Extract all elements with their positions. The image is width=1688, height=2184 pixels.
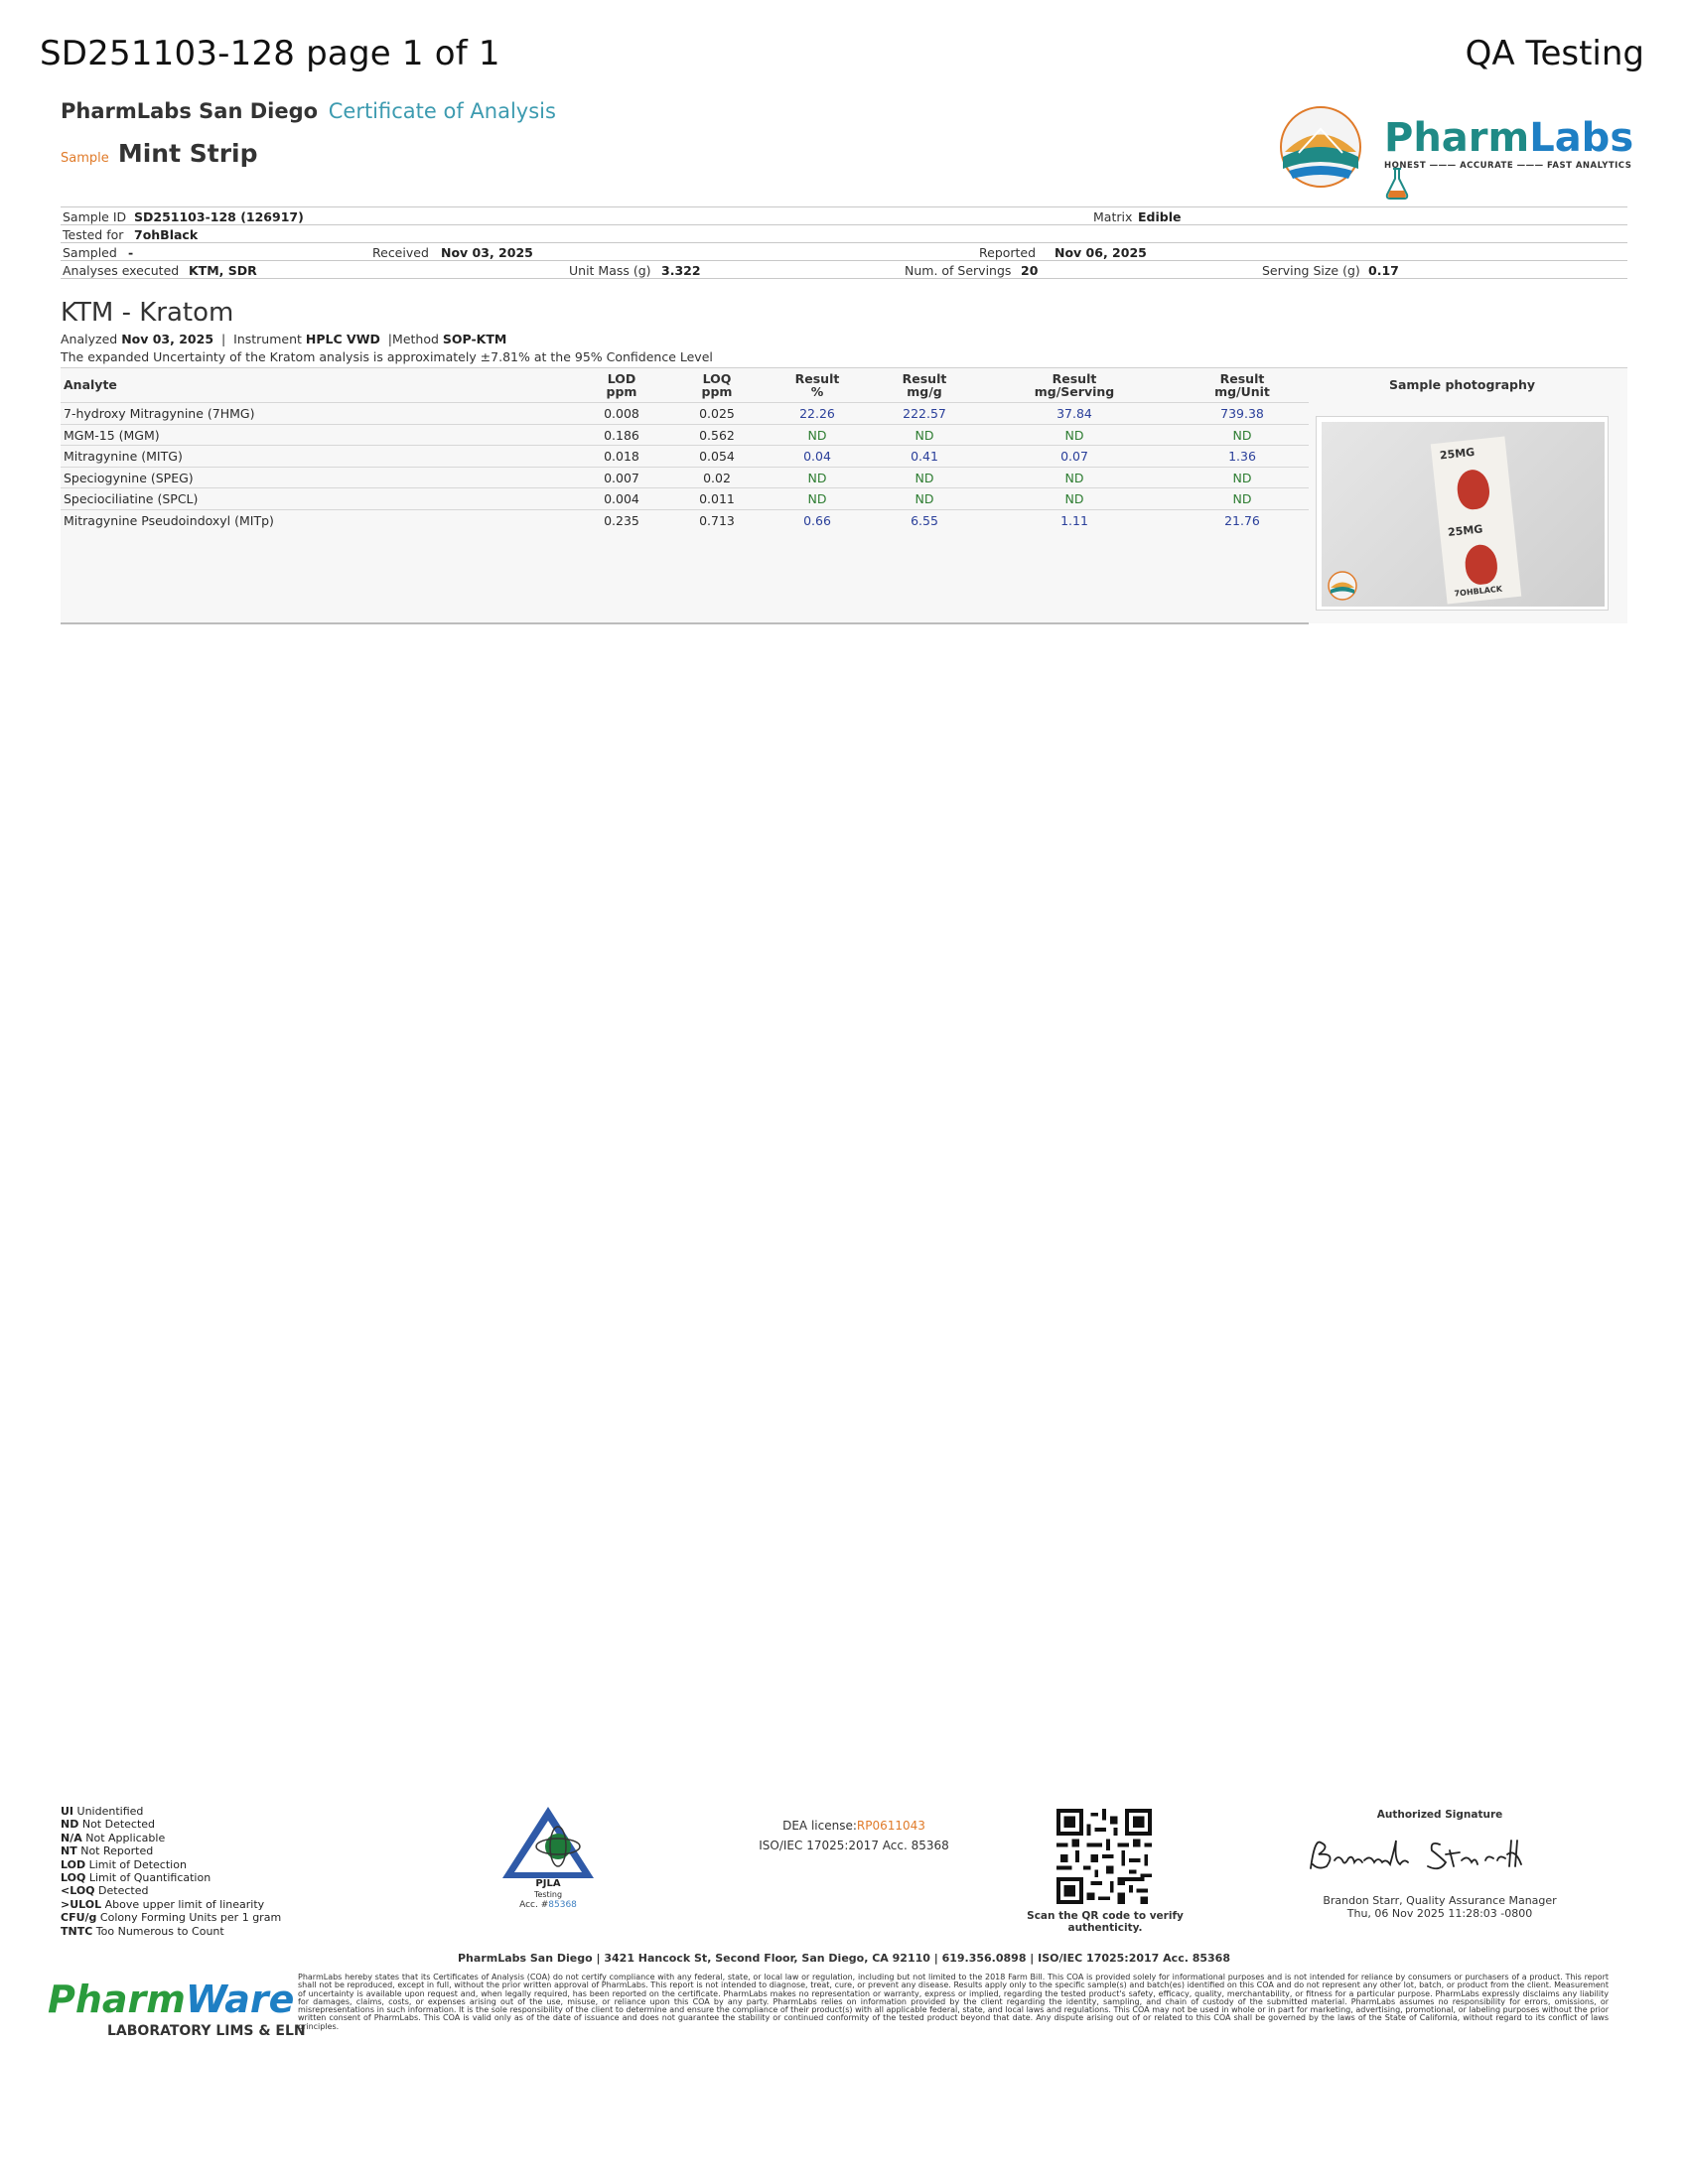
matrix: Edible bbox=[1138, 209, 1182, 224]
header-result-mgg: Result mg/g bbox=[902, 371, 947, 399]
header-loq: LOQ ppm bbox=[701, 371, 733, 399]
analyte-name: Speciogynine (SPEG) bbox=[64, 470, 194, 485]
analyte-name: Mitragynine Pseudoindoxyl (MITp) bbox=[64, 512, 274, 528]
info-row: Sampled - Received Nov 03, 2025 Reported Nov 06, 2025 bbox=[61, 242, 1627, 260]
cell-mgg: 0.41 bbox=[911, 449, 938, 464]
legal-disclaimer: PharmLabs hereby states that its Certificates of Analysis (COA) do not certify compliance with any federal, state, or local law or regulation, including but not limited to the 2018 Farm Bill. This COA is provided solely for informational purposes and is not intended for reliance by consumers or purchasers of a product. This report shall not be reproduced, except in full, without the prior written approval of PharmLabs. This report is not intended to diagnose, treat, cure, or prevent any disease. Results apply only to the specific sample(s) and batch(es) identified on this COA and do not represent any other lot, batch, or product from the client. Measurement of uncertainty is available upon request and, when legally required, has been reported on the certificate. PharmLabs makes no representation or warranty, express or implied, regarding the tested product's safety, efficacy, quality, merchantability, or fitness for a particular purpose. PharmLabs expressly disclaims any liability for damages, claims, costs, or expenses arising out of the use, misuse, or reliance upon this COA by any party. PharmLabs relies on information provided by the client regarding the identity, sampling, and chain of custody of the submitted material. PharmLabs assumes no responsibility for errors, omissions, or misrepresentations in such information. It is the sole responsibility of the client to determine and ensure the compliance of their product(s) with all applicable federal, state, and local laws and regulations. This COA may not be used in whole or in part for marketing, advertising, promotional, or labeling purposes without the prior written consent of PharmLabs. This COA is valid only as of the date of issuance and does not guarantee the stability or continued conformity of the tested product beyond that date. Any dispute arising out of or related to this COA shall be governed by the laws of the State of California, without regard to its conflict of laws principles. bbox=[298, 1973, 1609, 2031]
results-table bbox=[61, 367, 1627, 623]
cell-mgs: ND bbox=[1064, 470, 1084, 485]
legend-item: N/A Not Applicable bbox=[61, 1831, 166, 1844]
qr-caption: Scan the QR code to verify authenticity. bbox=[1027, 1910, 1184, 1934]
signature-date: Thu, 06 Nov 2025 11:28:03 -0800 bbox=[1346, 1907, 1533, 1920]
table-row bbox=[61, 424, 1309, 445]
analyte-name: Mitragynine (MITG) bbox=[64, 449, 183, 464]
table-row bbox=[61, 402, 1309, 423]
cell-pct: ND bbox=[807, 470, 827, 485]
flask-icon bbox=[1384, 167, 1410, 201]
lab-address: PharmLabs San Diego | 3421 Hancock St, Second Floor, San Diego, CA 92110 | 619.356.0898 | ISO/IEC 17025:2017 Acc. 85368 bbox=[458, 1952, 1230, 1965]
tested-for: 7ohBlack bbox=[134, 227, 199, 242]
analyte-name: 7-hydroxy Mitragynine (7HMG) bbox=[64, 406, 255, 421]
legend-item: <LOQ Detected bbox=[61, 1884, 149, 1898]
cell-mgs: ND bbox=[1064, 491, 1084, 506]
header-analyte: Analyte bbox=[64, 377, 117, 392]
sampled: - bbox=[128, 245, 134, 260]
document-type: Certificate of Analysis bbox=[328, 99, 556, 123]
signatory-name: Brandon Starr, Quality Assurance Manager bbox=[1323, 1894, 1557, 1907]
sample-tag: Sample bbox=[61, 151, 109, 166]
sample-name: Mint Strip bbox=[117, 139, 258, 168]
page-id: SD251103-128 page 1 of 1 bbox=[40, 34, 500, 73]
legend-item: TNTC Too Numerous to Count bbox=[61, 1924, 224, 1938]
cell-lod: 0.004 bbox=[604, 491, 639, 506]
logo-wordmark: PharmLabs bbox=[1384, 115, 1633, 206]
cell-pct: 0.04 bbox=[803, 449, 831, 464]
cell-loq: 0.713 bbox=[699, 512, 735, 528]
analysis-details: Analyzed Nov 03, 2025 | Instrument HPLC VWD |Method SOP-KTM bbox=[61, 332, 507, 346]
cell-pct: ND bbox=[807, 491, 827, 506]
header-lod: LOD ppm bbox=[606, 371, 637, 399]
sample-id: SD251103-128 (126917) bbox=[134, 209, 304, 224]
cell-mgg: ND bbox=[914, 491, 934, 506]
legend-item: LOQ Limit of Quantification bbox=[61, 1871, 211, 1885]
dea-license: DEA license:RP0611043 ISO/IEC 17025:2017 Acc. 85368 bbox=[725, 1819, 983, 1852]
cell-mgu: 1.36 bbox=[1228, 449, 1256, 464]
pharmlabs-logo bbox=[1269, 97, 1634, 193]
lab-name: PharmLabs San Diego bbox=[61, 99, 319, 123]
cell-loq: 0.011 bbox=[699, 491, 735, 506]
cell-mgg: ND bbox=[914, 427, 934, 443]
uncertainty-note: The expanded Uncertainty of the Kratom analysis is approximately ±7.81% at the 95% Confidence Level bbox=[61, 349, 713, 364]
product-strip: 25MG 25MG 7OHBLACK bbox=[1431, 437, 1522, 605]
header-result-pct: Result % bbox=[794, 371, 840, 399]
received-date: Nov 03, 2025 bbox=[441, 245, 533, 260]
legend-item: ND Not Detected bbox=[61, 1818, 156, 1832]
cell-loq: 0.562 bbox=[699, 427, 735, 443]
right-title: QA Testing bbox=[1465, 34, 1644, 73]
lab-heading bbox=[61, 99, 556, 123]
pjla-logo-icon bbox=[498, 1805, 598, 1884]
cell-mgs: 1.11 bbox=[1060, 512, 1088, 528]
cell-mgu: ND bbox=[1232, 491, 1252, 506]
cell-loq: 0.054 bbox=[699, 449, 735, 464]
logo-tagline: HONEST ——— ACCURATE ——— FAST ANALYTICS bbox=[1384, 161, 1632, 171]
header-result-mgunit: Result mg/Unit bbox=[1214, 371, 1270, 399]
cell-pct: ND bbox=[807, 427, 827, 443]
table-row bbox=[61, 445, 1309, 466]
cell-lod: 0.235 bbox=[604, 512, 639, 528]
cell-mgu: 739.38 bbox=[1220, 406, 1264, 421]
legend-item: UI Unidentified bbox=[61, 1805, 144, 1818]
cell-loq: 0.025 bbox=[699, 406, 735, 421]
pharmlabs-seal-icon bbox=[1269, 97, 1378, 193]
cell-mgu: ND bbox=[1232, 470, 1252, 485]
cell-mgg: 222.57 bbox=[903, 406, 946, 421]
cell-lod: 0.186 bbox=[604, 427, 639, 443]
cell-lod: 0.007 bbox=[604, 470, 639, 485]
header-result-mgserving: Result mg/Serving bbox=[1034, 371, 1115, 399]
handwritten-signature bbox=[1291, 1821, 1589, 1890]
cell-mgg: ND bbox=[914, 470, 934, 485]
serving-size: 0.17 bbox=[1368, 263, 1399, 278]
analyte-name: MGM-15 (MGM) bbox=[64, 427, 160, 443]
unit-mass: 3.322 bbox=[661, 263, 701, 278]
cell-mgs: 0.07 bbox=[1060, 449, 1088, 464]
cell-lod: 0.008 bbox=[604, 406, 639, 421]
info-row: Tested for 7ohBlack bbox=[61, 224, 1627, 242]
sample-photo bbox=[1316, 416, 1609, 611]
table-bottom-rule bbox=[61, 622, 1309, 624]
cell-mgu: 21.76 bbox=[1224, 512, 1260, 528]
legend-item: CFU/g Colony Forming Units per 1 gram bbox=[61, 1911, 282, 1925]
qr-code[interactable] bbox=[1056, 1809, 1152, 1904]
cell-pct: 22.26 bbox=[799, 406, 835, 421]
pjla-accreditation: PJLA Testing Acc. #85368 bbox=[498, 1805, 598, 1914]
cell-mgu: ND bbox=[1232, 427, 1252, 443]
info-row: Analyses executed KTM, SDR Unit Mass (g) 3.322 Num. of Servings 20 Serving Size (g) 0.17 bbox=[61, 260, 1627, 278]
table-row bbox=[61, 467, 1309, 487]
cell-pct: 0.66 bbox=[803, 512, 831, 528]
num-servings: 20 bbox=[1021, 263, 1039, 278]
analyses-executed: KTM, SDR bbox=[189, 263, 257, 278]
cell-mgs: 37.84 bbox=[1056, 406, 1092, 421]
cell-loq: 0.02 bbox=[703, 470, 731, 485]
legend-item: LOD Limit of Detection bbox=[61, 1857, 187, 1871]
watermark-seal-icon bbox=[1326, 569, 1359, 603]
iso-accreditation: ISO/IEC 17025:2017 Acc. 85368 bbox=[759, 1839, 949, 1852]
authorized-signature: Authorized Signature Brandon Starr, Quality Assurance Manager Thu, 06 Nov 2025 11:28:03 -0800 bbox=[1291, 1809, 1589, 1920]
cell-mgs: ND bbox=[1064, 427, 1084, 443]
analyte-name: Speciociliatine (SPCL) bbox=[64, 491, 199, 506]
pharmware-logo: PharmWare LABORATORY LIMS & ELN bbox=[48, 1978, 306, 2039]
legend-item: >ULOL Above upper limit of linearity bbox=[61, 1897, 265, 1911]
table-row bbox=[61, 509, 1309, 530]
cell-lod: 0.018 bbox=[604, 449, 639, 464]
cell-mgg: 6.55 bbox=[911, 512, 938, 528]
legend-item: NT Not Reported bbox=[61, 1844, 154, 1858]
info-row: Sample ID SD251103-128 (126917) Matrix Edible bbox=[61, 206, 1627, 224]
reported-date: Nov 06, 2025 bbox=[1055, 245, 1147, 260]
sample-info bbox=[61, 206, 1627, 286]
header-photo: Sample photography bbox=[1388, 377, 1536, 392]
abbreviation-legend bbox=[61, 1805, 281, 1938]
table-row bbox=[61, 487, 1309, 508]
sample-heading bbox=[61, 139, 258, 168]
section-title: KTM - Kratom bbox=[61, 298, 234, 328]
